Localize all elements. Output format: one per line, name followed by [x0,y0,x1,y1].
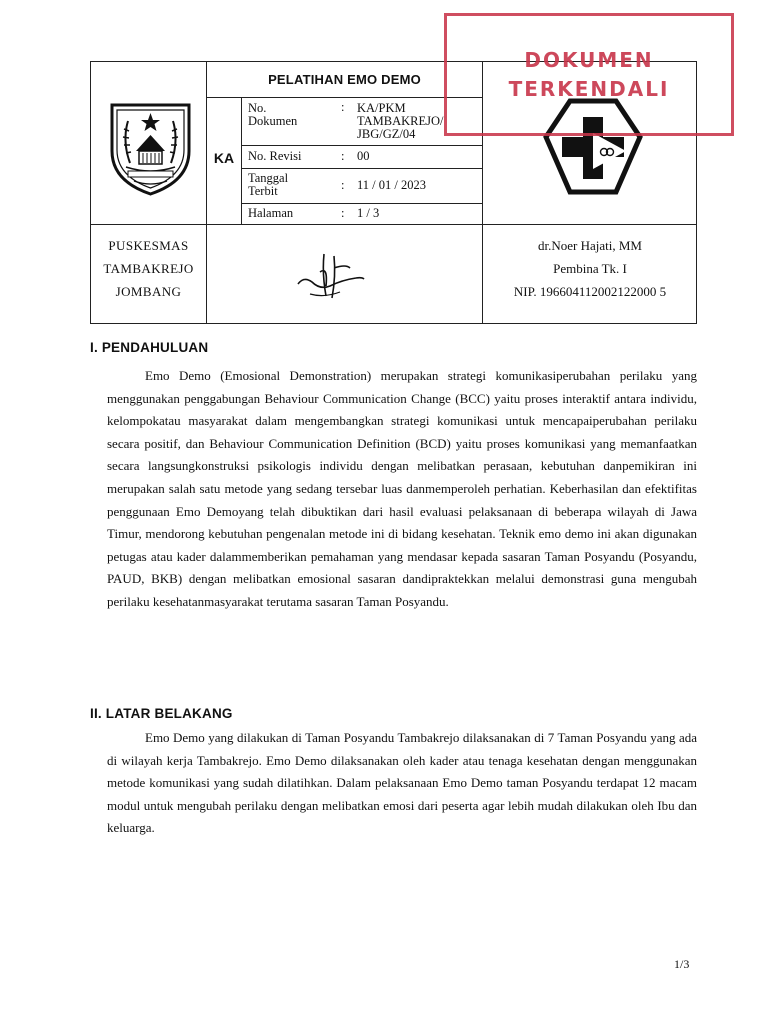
document-title: PELATIHAN EMO DEMO [268,72,421,87]
table-divider [241,97,242,224]
signer-nip: NIP. 196604112002122000 5 [513,284,667,299]
organization-block [91,234,206,303]
meta-separator: : [341,149,345,163]
meta-label-issue-date: Tanggal Terbit [248,171,289,198]
org-line: TAMBAKREJO [103,261,194,276]
meta-value-doc-number: KA/PKM TAMBAKREJO/ JBG/GZ/04 [357,101,444,141]
page-number: 1/3 [674,957,690,971]
document-code: KA [213,150,235,166]
meta-separator: : [341,100,345,114]
meta-separator: : [341,178,345,192]
stamp-line-2: TERKENDALI [508,77,670,101]
signature-image [290,246,370,306]
meta-value-issue-date: 11 / 01 / 2023 [357,178,426,192]
regency-emblem-logo [106,101,195,197]
section-heading: II. LATAR BELAKANG [90,706,233,721]
meta-separator: : [341,206,345,220]
org-line: JOMBANG [115,284,182,299]
meta-label-doc-number: No. Dokumen [248,101,298,128]
signer-block [483,234,697,303]
signer-rank: Pembina Tk. I [553,261,627,276]
table-divider [241,203,483,204]
section-paragraph: Emo Demo yang dilakukan di Taman Posyandu Tambakrejo dilaksanakan di 7 Taman Posyandu yang ada di wilayah kerja Tambakrejo. Emo Demo dilaksanakan oleh kader atau tenaga kesehatan dengan menggunakan metode komunikasi yang sudah dilatihkan. Dalam pelaksanaan Emo Demo taman Posyandu terdapat 12 macam modul untuk mengubah perilaku dengan melibatkan emosi dari peserta agar lebih mudah dilakukan oleh Ibu dan keluarga. [107,730,697,836]
meta-value-page: 1 / 3 [357,206,380,220]
stamp-text [444,46,734,104]
table-divider [206,61,207,324]
section-heading: I. PENDAHULUAN [90,340,209,355]
section-paragraph: Emo Demo (Emosional Demonstration) merupakan strategi komunikasiperubahan perilaku yang menggunakan penggabungan Behaviour Communication Change (BCC) yaitu proses interaktif antara individu, kelompokatau masyarakat dalam mengembangkan strategi komunikasi untuk mencapaiperubahan perilaku secara positif, dan Behaviour Communication Definition (BCD) yaitu proses komunikasi yang memanfaatkan secara langsungkonstruksi psikologis individu dengan melibatkan perasaan, kebutuhan danpemikiran ini merupakan salah satu metode yang sedang tersebar luas danmemperoleh perhatian. Keberhasilan dan efektifitas penggunaan Emo Demoyang telah dibuktikan dari hasil evaluasi pelaksanaan di beberapa wilayah di Jawa Timur, mendorong kebutuhan pengenalan metode ini di bidang kesehatan. Teknik emo demo ini akan digunakan petugas atau kader dalammemberikan pemahaman yang mendasar kepada sasaran Taman Posyandu (Posyandu, PAUD, BKB) dengan melibatkan emosional sasaran dandipraktekkan melalui demonstrasi guna mengubah perilaku kesehatanmasyarakat terutama sasaran Taman Posyandu. [107,368,697,609]
org-line: PUSKESMAS [108,238,189,253]
meta-value-revision: 00 [357,149,370,163]
stamp-line-1: DOKUMEN [524,48,654,72]
table-divider [241,168,483,169]
meta-label-page: Halaman [248,206,294,220]
table-divider [206,97,483,98]
signer-name: dr.Noer Hajati, MM [538,238,642,253]
table-divider [241,145,483,146]
meta-label-revision: No. Revisi [248,149,302,163]
table-divider [90,224,697,225]
